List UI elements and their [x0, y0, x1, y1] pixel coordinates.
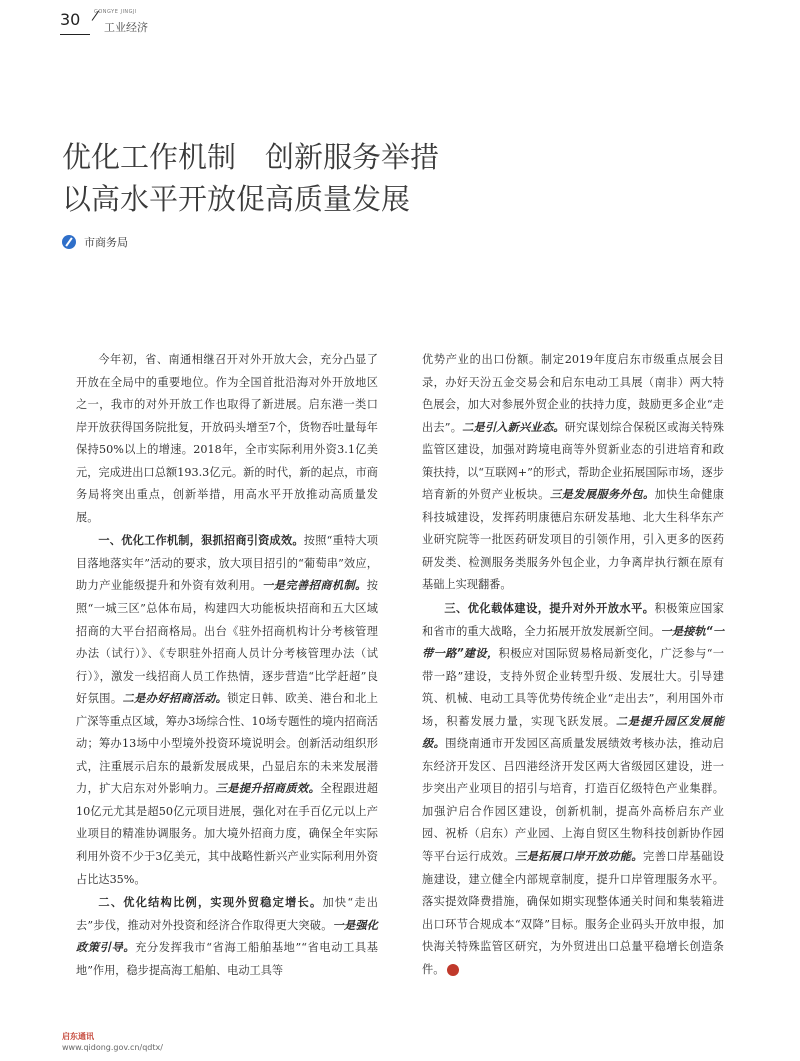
paragraph: [76, 891, 378, 982]
paragraph: [422, 597, 724, 981]
paragraph-text: 完善口岸基础设施建设，建立健全内部规章制度，提升口岸管理服务水平。落实提效降费措施，确保如期实现整体通关时间和集装箱进出口环节合规成本“双降”目标。服务企业码头开放申报，加快海关特殊监管区研究，为外贸进出口总量平稳增长创造条件。: [422, 850, 724, 976]
paragraph-text: 按照“一城三区”总体布局，构建四大功能板块招商和五大区域招商的大平台招商格局。出台《驻外招商机构计分考核管理办法（试行）》、《专职驻外招商人员计分考核管理办法（试行）》，激发一线招商人员工作热情，逐步营造“比学赶超”良好氛围。: [76, 579, 378, 706]
section-title: 工业经济: [104, 21, 148, 34]
body-column-left: [76, 349, 378, 982]
subheading: 三是发展服务外包。: [549, 488, 655, 502]
paragraph-text: 加快“走出去”步伐，推动对外投资和经济合作取得更大突破。: [76, 896, 378, 932]
subheading: 三是拓展口岸开放功能。: [515, 850, 643, 864]
section-heading: 二、优化结构比例，实现外贸稳定增长。: [98, 895, 323, 910]
page-number: 30: [60, 10, 81, 29]
subheading: 一是完善招商机制。: [262, 579, 367, 593]
paragraph-text: 加快生命健康科技城建设，发挥药明康德启东研发基地、北大生科华东产业研究院等一批医药研发项目的引领作用，引入更多的医药研发类、检测服务类服务外包企业，力争离岸执行额在原有基础上实现翻番。: [422, 488, 724, 592]
page-footer: [62, 1032, 163, 1054]
end-mark-icon: 责: [447, 964, 459, 976]
subheading: 一是接轨“一带一路”建设，: [422, 624, 724, 661]
title-line-1: 优化工作机制 创新服务举措: [62, 140, 440, 174]
section-heading: 三、优化载体建设，提升对外开放水平。: [444, 601, 655, 616]
header-rule: [60, 34, 90, 35]
subheading: 三是提升招商质效。: [215, 782, 321, 796]
byline: [62, 232, 128, 252]
title-line-2: 以高水平开放促高质量发展: [62, 182, 411, 216]
section-pinyin: GONGYE JINGJI: [94, 9, 137, 15]
paragraph: [76, 349, 378, 529]
paragraph-text: 充分发挥我市“省海工船舶基地”“省电动工具基地”作用，稳步提高海工船舶、电动工具等: [76, 941, 378, 977]
paragraph-text: 研究谋划综合保税区或海关特殊监管区建设，加强对跨境电商等外贸新业态的引进培育和政策扶持，以“互联网+”的形式，帮助企业拓展国际市场，逐步培育新的外贸产业板块。: [422, 420, 724, 502]
article-title: [62, 136, 762, 220]
body-column-right: [422, 349, 724, 981]
publication-name: 启东通讯: [62, 1032, 94, 1041]
subheading: 一是强化政策引导。: [76, 918, 378, 955]
paragraph-text: 锁定日韩、欧美、港台和北上广深等重点区域，筹办3场综合性、10场专题性的境内招商活动；筹办13场中小型境外投资环境说明会。创新活动组织形式，注重展示启东的最新发展成果，凸显启东的未来发展潜力，扩大启东对外影响力。: [76, 692, 378, 796]
paragraph-text: 全程跟进超10亿元尤其是超50亿元项目进展，强化对在手百亿元以上产业项目的精准协调服务。加大境外招商力度，确保全年实际利用外资不少于3亿美元，其中战略性新兴产业实际利用外资占比达35%。: [76, 782, 378, 886]
paragraph-text: 优势产业的出口份额。制定2019年度启东市级重点展会目录，办好天汾五金交易会和启东电动工具展（南非）两大特色展会，加大对参展外贸企业的扶持力度，鼓励更多企业“走出去”。: [422, 353, 724, 434]
paragraph-text: 今年初，省、南通相继召开对外开放大会，充分凸显了开放在全局中的重要地位。作为全国首批沿海对外开放地区之一，我市的对外开放工作也取得了新进展。启东港一类口岸开放获得国务院批复，开放码头增至7个，货物吞吐量每年保持50%以上的增速。2018年，全市实际利用外资3.1亿美元，完成进出口总额193.3亿元。新的时代，新的起点，市商务局将突出重点，创新举措，用高水平开放推动高质量发展。: [76, 353, 378, 524]
paragraph: [422, 349, 724, 597]
footer-url[interactable]: www.qidong.gov.cn/qdtx/: [62, 1043, 163, 1052]
paragraph-text: 积极应对国际贸易格局新变化，广泛参与“一带一路”建设，支持外贸企业转型升级、发展壮大。引导建筑、机械、电动工具等优势传统企业“走出去”，利用国外市场，积蓄发展力量，实现飞跃发展。: [422, 647, 724, 728]
paragraph-text: 围绕南通市开发园区高质量发展绩效考核办法，推动启东经济开发区、吕四港经济开发区两大省级园区建设，进一步突出产业项目的招引与培育，打造百亿级特色产业集群。加强沪启合作园区建设，创新机制，提高外高桥启东产业园、祝桥（启东）产业园、上海自贸区生物科技创新协作园等平台运行成效。: [422, 737, 724, 864]
paragraph-text: 积极策应国家和省市的重大战略，全力拓展开放发展新空间。: [422, 602, 724, 638]
subheading: 二是办好招商活动。: [122, 692, 228, 706]
subheading: 二是引入新兴业态。: [462, 420, 565, 434]
author: 市商务局: [84, 236, 128, 249]
paragraph: [76, 529, 378, 891]
subheading: 二是提升园区发展能级。: [422, 714, 724, 751]
pen-icon: [62, 235, 76, 249]
paragraph-text: 按照“重特大项目落地落实年”活动的要求，放大项目招引的“葡萄串”效应，助力产业能级提升和外资有效利用。: [76, 534, 378, 593]
page-header: [60, 8, 200, 36]
section-heading: 一、优化工作机制，狠抓招商引资成效。: [98, 533, 304, 548]
